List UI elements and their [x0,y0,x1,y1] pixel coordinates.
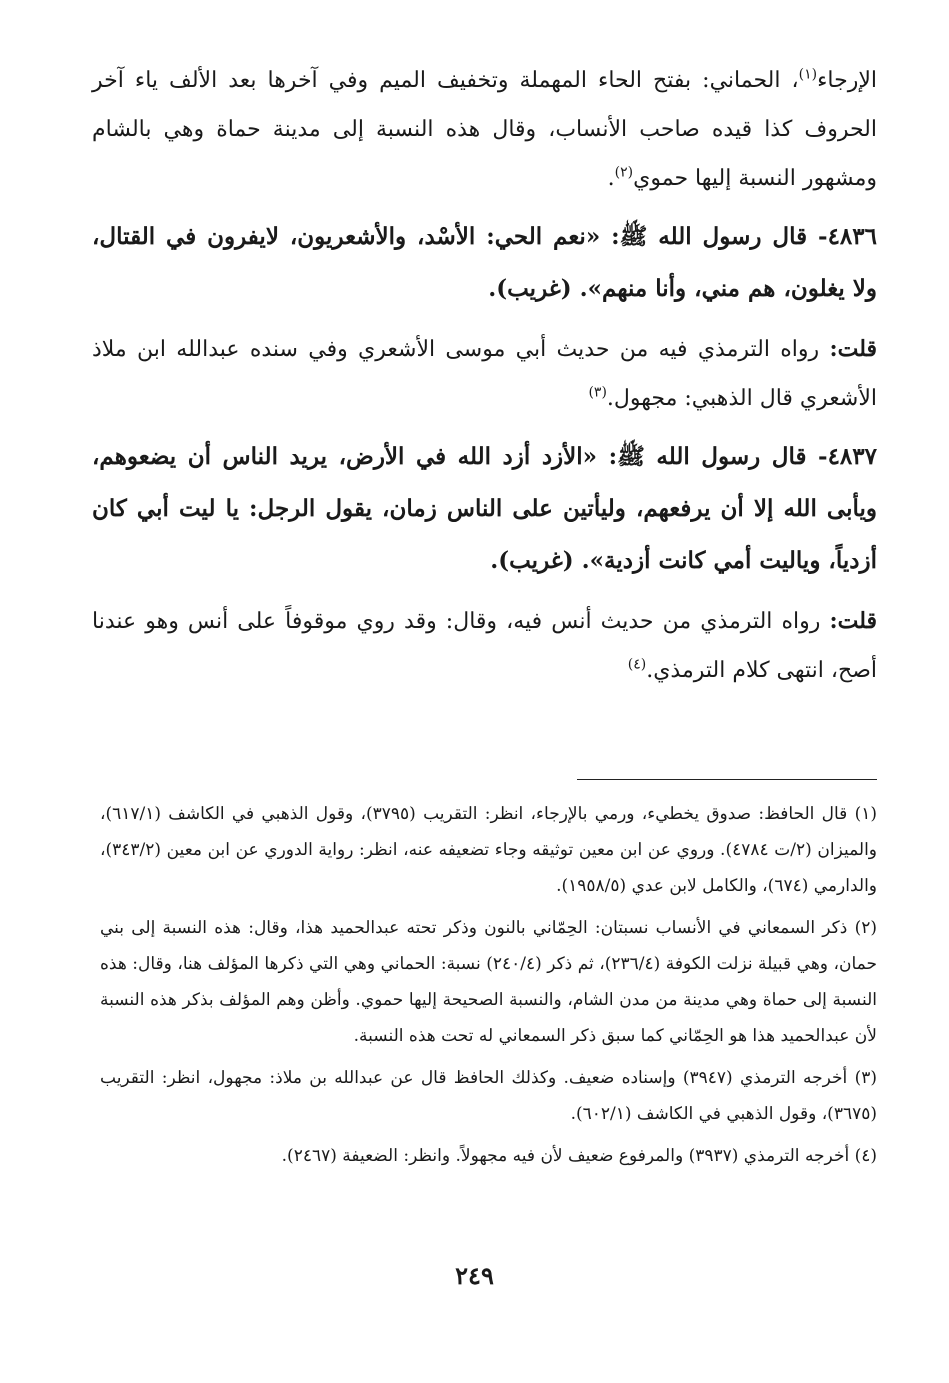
footnote-marker: (٢) [854,918,877,938]
footnote-1 [100,796,877,904]
commentary-label: قلت: [829,336,877,362]
footnote-3 [100,1060,877,1132]
commentary-text: رواه الترمذي فيه من حديث أبي موسى الأشعري وفي سنده عبدالله ابن ملاذ الأشعري قال الذهبي: مجهول. [92,337,877,411]
paragraph-text: الإرجاء [817,68,877,93]
footnote-2 [100,910,877,1054]
footnote-separator [577,779,877,780]
hadith-4837 [92,431,877,587]
footnote-text: قال الحافظ: صدوق يخطيء، ورمي بالإرجاء، انظر: التقريب (٣٧٩٥)، وقول الذهبي في الكاشف (٦١٧/١)، والميزان (٢/ت ٤٧٨٤). وروي عن ابن معين توثيقه وجاء تضعيفه عنه، انظر: رواية الدوري عن ابن معين (٣٤٣/٢)، والدارمي (٦٧٤)، والكامل لابن عدي (١٩٥٨/٥). [100,804,878,896]
paragraph-text: ، الحماني: بفتح الحاء المهملة وتخفيف الميم وفي آخرها بعد الألف ياء آخر الحروف كذا قيده صاحب الأنساب، وقال هذه النسبة إلى مدينة حماة وهي بالشام ومشهور النسبة إليها حموي [92,68,877,191]
paragraph-end: . [607,166,615,191]
footnote-ref-4[interactable]: (٤) [627,656,647,673]
commentary-4837 [92,597,877,695]
footnote-ref-2[interactable]: (٢) [614,164,634,181]
footnote-marker: (١) [854,804,877,824]
hadith-text: ٤٨٣٧- قال رسول الله ﷺ: «الأزد أزد الله في الأرض، يريد الناس أن يضعوهم، ويأبى الله إلا أن يرفعهم، وليأتين على الناس زمان، يقول الرجل: يا ليت أبي كان أزدياً، وياليت أمي كانت أزدية». (غريب). [92,443,877,574]
footnote-ref-3[interactable]: (٣) [588,384,607,401]
paragraph-continuation [92,56,877,203]
commentary-text: رواه الترمذي من حديث أنس فيه، وقال: وقد روي موقوفاً على أنس وهو عندنا أصح، انتهى كلام الترمذي. [92,609,877,683]
commentary-4836 [92,325,877,423]
commentary-label: قلت: [829,608,877,634]
footnote-text: أخرجه الترمذي (٣٩٣٧) والمرفوع ضعيف لأن فيه مجهولاً. وانظر: الضعيفة (٢٤٦٧). [281,1146,855,1166]
hadith-4836 [92,211,877,315]
footnote-marker: (٤) [854,1146,877,1166]
footnote-marker: (٣) [854,1068,877,1088]
footnote-ref-1[interactable]: (١) [798,66,818,83]
hadith-text: ٤٨٣٦- قال رسول الله ﷺ: «نعم الحي: الأسْد، والأشعريون، لايفرون في القتال، ولا يغلون، هم مني، وأنا منهم». (غريب). [92,223,877,302]
page-number: ٢٤٩ [455,1261,494,1290]
footnote-text: أخرجه الترمذي (٣٩٤٧) وإسناده ضعيف. وكذلك الحافظ قال عن عبدالله بن ملاذ: مجهول، انظر: التقريب (٣٦٧٥)، وقول الذهبي في الكاشف (٦٠٢/١). [100,1068,877,1124]
footnote-4 [100,1138,877,1174]
main-text [92,56,877,703]
footnotes [100,796,877,1180]
footnote-text: ذكر السمعاني في الأنساب نسبتان: الحِمّاني بالنون وذكر تحته عبدالحميد هذا، وقال: هذه النسبة إلى بني حمان، وهي قبيلة نزلت الكوفة (٢٣٦/٤)، ثم ذكر (٢٤٠/٤) نسبة: الحماني وهي التي ذكرها المؤلف هنا، وقال: هذه النسبة إلى حماة وهي مدينة من مدن الشام، والنسبة الصحيحة إليها حموي. وأظن وهم المؤلف بذكر هذه النسبة لأن عبدالحميد هذا هو الحِمّاني كما سبق ذكر السمعاني له تحت هذه النسبة. [100,918,877,1046]
